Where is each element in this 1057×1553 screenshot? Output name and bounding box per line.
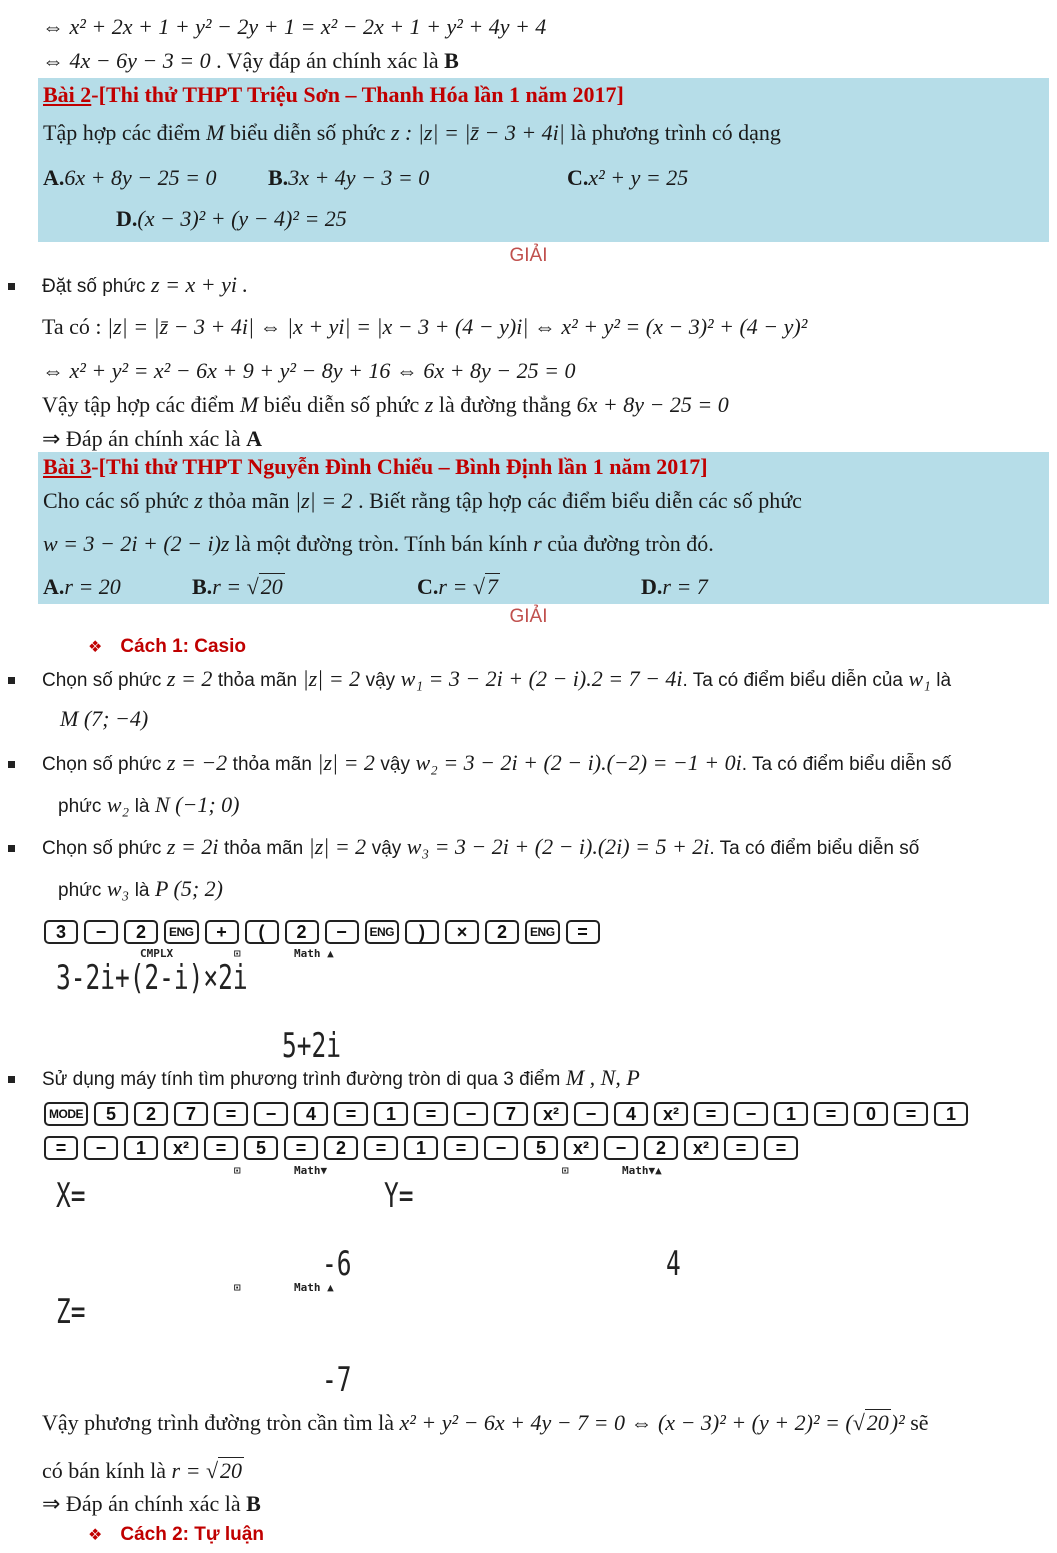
diamond-bullet-icon: ❖: [88, 1525, 103, 1544]
case3-line-2: [58, 874, 223, 906]
bai3-option-d-value: r = 7: [662, 574, 708, 599]
bai2-answer-text: ⇒ Đáp án chính xác là: [42, 426, 241, 451]
bai3-option-b-radicand: 20: [260, 574, 283, 599]
bai3-title-label: Bài 3: [43, 454, 92, 479]
case3-text-a: Chọn số phức: [42, 838, 162, 859]
bai3-option-b-prefix: r =: [212, 574, 242, 599]
case3-text-b: thỏa mãn: [223, 838, 304, 859]
calculator-key: 5: [94, 1102, 128, 1126]
calculator-key: −: [254, 1102, 288, 1126]
bai3-q2-r: r: [533, 531, 542, 556]
cach2-heading-text: Cách 2: Tự luận: [120, 1524, 264, 1545]
calculator-key: ENG: [365, 920, 400, 944]
case1-condition: |z| = 2: [302, 666, 361, 691]
lcd-z-label: Z=: [56, 1292, 86, 1332]
bai3-option-c: C.r = √7: [417, 574, 498, 599]
cach1-heading: [88, 630, 246, 662]
bai3-option-a-value: r = 20: [64, 574, 121, 599]
bai2-step-1: [42, 270, 248, 302]
case2-z: z = −2: [166, 750, 228, 775]
use-calculator-text: Sử dụng máy tính tìm phương trình đường tròn di qua 3 điểm: [42, 1069, 561, 1090]
cach1-heading-text: Cách 1: Casio: [120, 636, 246, 657]
case1-text-e: là: [936, 670, 952, 691]
calculator-key: ×: [445, 920, 479, 944]
calculator-key: 2: [134, 1102, 168, 1126]
bullet-marker: [8, 677, 15, 684]
calculator-key: 4: [614, 1102, 648, 1126]
lcd-x-value: -6: [322, 1244, 352, 1284]
case1-text-a: Chọn số phức: [42, 670, 162, 691]
calculator-key: 2: [485, 920, 519, 944]
bullet-marker: [8, 1076, 15, 1083]
bai3-question-line-1: [43, 486, 802, 516]
calculator-key: x²: [164, 1136, 198, 1160]
calculator-key: =: [204, 1136, 238, 1160]
calculator-key: =: [414, 1102, 448, 1126]
case2-text-f: là: [134, 796, 150, 817]
cach2-heading: [88, 1518, 264, 1550]
bai2-question: [43, 118, 781, 148]
bai2-option-b-value: 3x + 4y − 3 = 0: [288, 165, 430, 190]
case2-text-e: phức: [58, 796, 102, 817]
calculator-key: 1: [124, 1136, 158, 1160]
bai2-question-m: M: [206, 120, 225, 145]
case1-z: z = 2: [166, 666, 213, 691]
lcd-expression: 3-2i+(2-i)×2i: [56, 958, 248, 998]
final-equation-end: )²: [890, 1410, 905, 1435]
case3-condition: |z| = 2: [308, 834, 367, 859]
case3-text-f: là: [134, 880, 150, 901]
calculator-key: 2: [285, 920, 319, 944]
bai2-step-2-math: |z| = |z̄ − 3 + 4i| ⇔ |x + yi| = |x − 3 + (4 − y)i| ⇔ x² + y² = (x − 3)² + (4 − y)²: [107, 314, 808, 339]
bai2-step-4-m: M: [239, 392, 259, 417]
bai2-step-4-text-b: biểu diễn số phức: [263, 392, 420, 417]
case3-text-d: . Ta có điểm biểu diễn số: [709, 838, 920, 859]
bai2-step-2: [42, 312, 807, 342]
calculator-key: 1: [774, 1102, 808, 1126]
case3-w-value: w₃ = 3 − 2i + (2 − i).(2i) = 5 + 2i: [406, 834, 710, 859]
calculator-key: −: [484, 1136, 518, 1160]
equation-line-2-math: ⇔ 4x − 6y − 3 = 0: [42, 48, 211, 73]
lcd-d-indicator: ⊡: [234, 1281, 241, 1294]
calculator-key: 5: [524, 1136, 558, 1160]
calculator-key: =: [764, 1136, 798, 1160]
bai2-step-4-math: 6x + 8y − 25 = 0: [576, 392, 729, 417]
bai3-q2-math: w = 3 − 2i + (2 − i)z: [43, 531, 230, 556]
bai2-option-d-label: D.: [116, 206, 138, 231]
bai3-q1-text-b: thỏa mãn: [208, 488, 290, 513]
bai3-q1-text-c: . Biết rằng tập hợp các điểm biểu diễn các số phức: [358, 488, 802, 513]
case3-text-c: vậy: [371, 838, 402, 859]
equation-line-1: ⇔ x² + 2x + 1 + y² − 2y + 1 = x² − 2x + 1 + y² + 4y + 4: [42, 14, 547, 39]
lcd-d-indicator: ⊡: [562, 1164, 569, 1177]
calculator-key: 3: [44, 920, 78, 944]
bai3-title-rest: -[Thi thử THPT Nguyễn Đình Chiểu – Bình Định lần 1 năm 2017]: [91, 454, 708, 479]
bai2-option-c-value: x² + y = 25: [588, 165, 689, 190]
bai2-option-b: [268, 163, 429, 193]
bai2-step-2-text: Ta có :: [42, 314, 102, 339]
bai3-option-a-label: A.: [43, 574, 65, 599]
calculator-key: =: [444, 1136, 478, 1160]
final-radicand: 20: [866, 1410, 889, 1435]
bai2-question-text-b: biểu diễn số phức: [229, 120, 386, 145]
calculator-key: =: [894, 1102, 928, 1126]
bullet-marker: [8, 283, 15, 290]
lcd-result: 5+2i: [282, 1026, 341, 1066]
calculator-key: 2: [124, 920, 158, 944]
lcd-math-indicator: Math▼: [294, 1164, 328, 1177]
bai2-answer: [42, 424, 262, 454]
case2-text-d: . Ta có điểm biểu diễn số: [741, 754, 952, 775]
final-line-1: Vậy phương trình đường tròn cần tìm là x² + y² − 6x + 4y − 7 = 0 ⇔ (x − 3)² + (y + 2)² = (√20)² sẽ: [42, 1410, 929, 1435]
calculator-key: 7: [494, 1102, 528, 1126]
bai2-question-condition: : |z| = |z̄ − 3 + 4i|: [405, 120, 565, 145]
case1-point: M (7; −4): [60, 706, 149, 731]
equation-line-2-answer: B: [444, 48, 459, 73]
case2-line-1: [42, 748, 952, 780]
calculator-key: =: [694, 1102, 728, 1126]
bai3-q1-z: z: [194, 488, 203, 513]
lcd-math-indicator: Math ▲: [294, 947, 334, 960]
calculator-key: −: [604, 1136, 638, 1160]
calculator-keys-row-2: [44, 1102, 968, 1126]
lcd-cmplx-indicator: CMPLX: [140, 947, 174, 960]
diamond-bullet-icon: ❖: [88, 637, 103, 656]
calculator-key: x²: [564, 1136, 598, 1160]
bullet-marker: [8, 845, 15, 852]
case2-line-2: [58, 790, 239, 822]
bai3-solution-heading: GIẢI: [509, 606, 548, 627]
case3-text-e: phức: [58, 880, 102, 901]
case3-z: z = 2i: [166, 834, 219, 859]
lcd-y-label: Y=: [384, 1176, 414, 1216]
bai3-title: [43, 452, 708, 482]
bai2-solution-heading: GIẢI: [509, 245, 548, 266]
calculator-key: (: [245, 920, 279, 944]
case2-text-c: vậy: [380, 754, 410, 775]
bai3-option-a: [43, 572, 121, 602]
final-equation: x² + y² − 6x + 4y − 7 = 0 ⇔ (x − 3)² + (y + 2)² = (: [399, 1410, 853, 1435]
calculator-key: 7: [174, 1102, 208, 1126]
bai2-question-text-a: Tập hợp các điểm: [43, 120, 201, 145]
calculator-key: x²: [534, 1102, 568, 1126]
equation-line-2: [42, 46, 459, 76]
bai2-option-c: [567, 163, 688, 193]
lcd-math-indicator: Math ▲: [294, 1281, 334, 1294]
calculator-key: MODE: [44, 1102, 88, 1126]
calculator-key: ): [405, 920, 439, 944]
lcd-math-indicator: Math▼▲: [622, 1164, 662, 1177]
case1-text-b: thỏa mãn: [217, 670, 298, 691]
bai3-q1-text-a: Cho các số phức: [43, 488, 189, 513]
final-radius-text: có bán kính là: [42, 1458, 167, 1483]
calculator-key: x²: [654, 1102, 688, 1126]
bai3-option-c-label: C.: [417, 574, 439, 599]
case1-text-c: vậy: [365, 670, 396, 691]
case2-text-b: thỏa mãn: [232, 754, 312, 775]
bai3-option-b: B.r = √20: [192, 574, 283, 599]
case3-line-1: [42, 832, 919, 864]
bai2-option-d: [116, 204, 347, 234]
final-radius-radicand: 20: [220, 1458, 243, 1483]
calculator-keys-row-3: [44, 1136, 798, 1160]
calculator-key: −: [454, 1102, 488, 1126]
bai3-option-d-label: D.: [641, 574, 663, 599]
bai3-option-c-prefix: r =: [438, 574, 468, 599]
calculator-key: 4: [294, 1102, 328, 1126]
lcd-d-indicator: ⊡: [234, 947, 241, 960]
bai2-option-a: [43, 163, 216, 193]
case2-point: N (−1; 0): [154, 792, 240, 817]
bai2-step-4-text-a: Vậy tập hợp các điểm: [42, 392, 235, 417]
calculator-key: +: [205, 920, 239, 944]
final-line-2: có bán kính là r = √20: [42, 1458, 243, 1483]
bai2-option-c-label: C.: [567, 165, 589, 190]
calculator-key: 2: [644, 1136, 678, 1160]
calculator-key: ENG: [164, 920, 199, 944]
calculator-key: =: [364, 1136, 398, 1160]
calculator-key: ENG: [525, 920, 560, 944]
final-text-b: sẽ: [910, 1410, 929, 1435]
bai2-step-1-math: z = x + yi .: [151, 272, 248, 297]
bai2-title-rest: -[Thi thử THPT Triệu Sơn – Thanh Hóa lần 1 năm 2017]: [91, 82, 624, 107]
lcd-y-value: 4: [666, 1244, 681, 1284]
final-answer-text: ⇒ Đáp án chính xác là: [42, 1491, 241, 1516]
use-calculator-points: M , N, P: [565, 1065, 640, 1090]
bai3-q1-condition: |z| = 2: [295, 488, 353, 513]
calculator-key: =: [44, 1136, 78, 1160]
case3-w-symbol: w₃: [106, 876, 130, 901]
bai2-title: [43, 80, 624, 110]
calculator-key: =: [284, 1136, 318, 1160]
case2-w-symbol: w₂: [106, 792, 130, 817]
lcd-z-value: -7: [322, 1360, 352, 1400]
bai2-answer-letter: A: [246, 426, 263, 451]
bai3-question-line-2: [43, 529, 714, 559]
use-calculator-line: [42, 1063, 640, 1095]
lcd-x-label: X=: [56, 1176, 86, 1216]
bai3-option-b-label: B.: [192, 574, 213, 599]
bai2-option-b-label: B.: [268, 165, 289, 190]
calculator-key: =: [214, 1102, 248, 1126]
bai2-option-a-label: A.: [43, 165, 65, 190]
calculator-key: 5: [244, 1136, 278, 1160]
case2-text-a: Chọn số phức: [42, 754, 162, 775]
calculator-key: x²: [684, 1136, 718, 1160]
bai2-option-a-value: 6x + 8y − 25 = 0: [64, 165, 217, 190]
case2-condition: |z| = 2: [317, 750, 375, 775]
calculator-key: =: [814, 1102, 848, 1126]
bai2-step-3: ⇔ x² + y² = x² − 6x + 9 + y² − 8y + 16 ⇔ 6x + 8y − 25 = 0: [42, 358, 576, 383]
calculator-key: −: [734, 1102, 768, 1126]
final-answer-letter: B: [246, 1491, 261, 1516]
final-text-a: Vậy phương trình đường tròn cần tìm là: [42, 1410, 394, 1435]
case1-text-d: . Ta có điểm biểu diễn của: [682, 670, 903, 691]
bai3-q2-text-a: là một đường tròn. Tính bán kính: [235, 531, 528, 556]
case1-line-1: [42, 664, 951, 696]
bai2-question-z: z: [390, 120, 400, 145]
final-radius-prefix: r =: [171, 1458, 201, 1483]
case1-w-symbol: w₁: [908, 666, 931, 691]
case1-w-value: w₁ = 3 − 2i + (2 − i).2 = 7 − 4i: [400, 666, 683, 691]
calculator-key: −: [84, 1136, 118, 1160]
bai3-option-d: [641, 572, 708, 602]
case3-point: P (5; 2): [154, 876, 224, 901]
calculator-key: −: [574, 1102, 608, 1126]
bai3-option-c-radicand: 7: [486, 574, 498, 599]
bai2-step-4: [42, 390, 729, 420]
calculator-key: 2: [324, 1136, 358, 1160]
calculator-key: 1: [404, 1136, 438, 1160]
bai2-step-4-text-c: là đường thẳng: [438, 392, 572, 417]
calculator-key: −: [84, 920, 118, 944]
calculator-key: =: [724, 1136, 758, 1160]
calculator-keys-row-1: [44, 920, 600, 944]
lcd-d-indicator: ⊡: [234, 1164, 241, 1177]
calculator-key: =: [334, 1102, 368, 1126]
bai2-question-text-c: là phương trình có dạng: [570, 120, 781, 145]
bullet-marker: [8, 761, 15, 768]
bai2-step-4-z: z: [424, 392, 434, 417]
calculator-key: 1: [934, 1102, 968, 1126]
case2-w-value: w₂ = 3 − 2i + (2 − i).(−2) = −1 + 0i: [415, 750, 742, 775]
calculator-key: 1: [374, 1102, 408, 1126]
bai2-title-label: Bài 2: [43, 82, 92, 107]
bai3-q2-text-b: của đường tròn đó.: [547, 531, 714, 556]
equation-line-2-text: . Vậy đáp án chính xác là: [216, 48, 439, 73]
calculator-key: 0: [854, 1102, 888, 1126]
calculator-key: −: [325, 920, 359, 944]
final-answer: [42, 1489, 261, 1519]
calculator-key: =: [566, 920, 600, 944]
bai2-step-1-text: Đặt số phức: [42, 276, 146, 297]
bai2-option-d-value: (x − 3)² + (y − 4)² = 25: [137, 206, 347, 231]
